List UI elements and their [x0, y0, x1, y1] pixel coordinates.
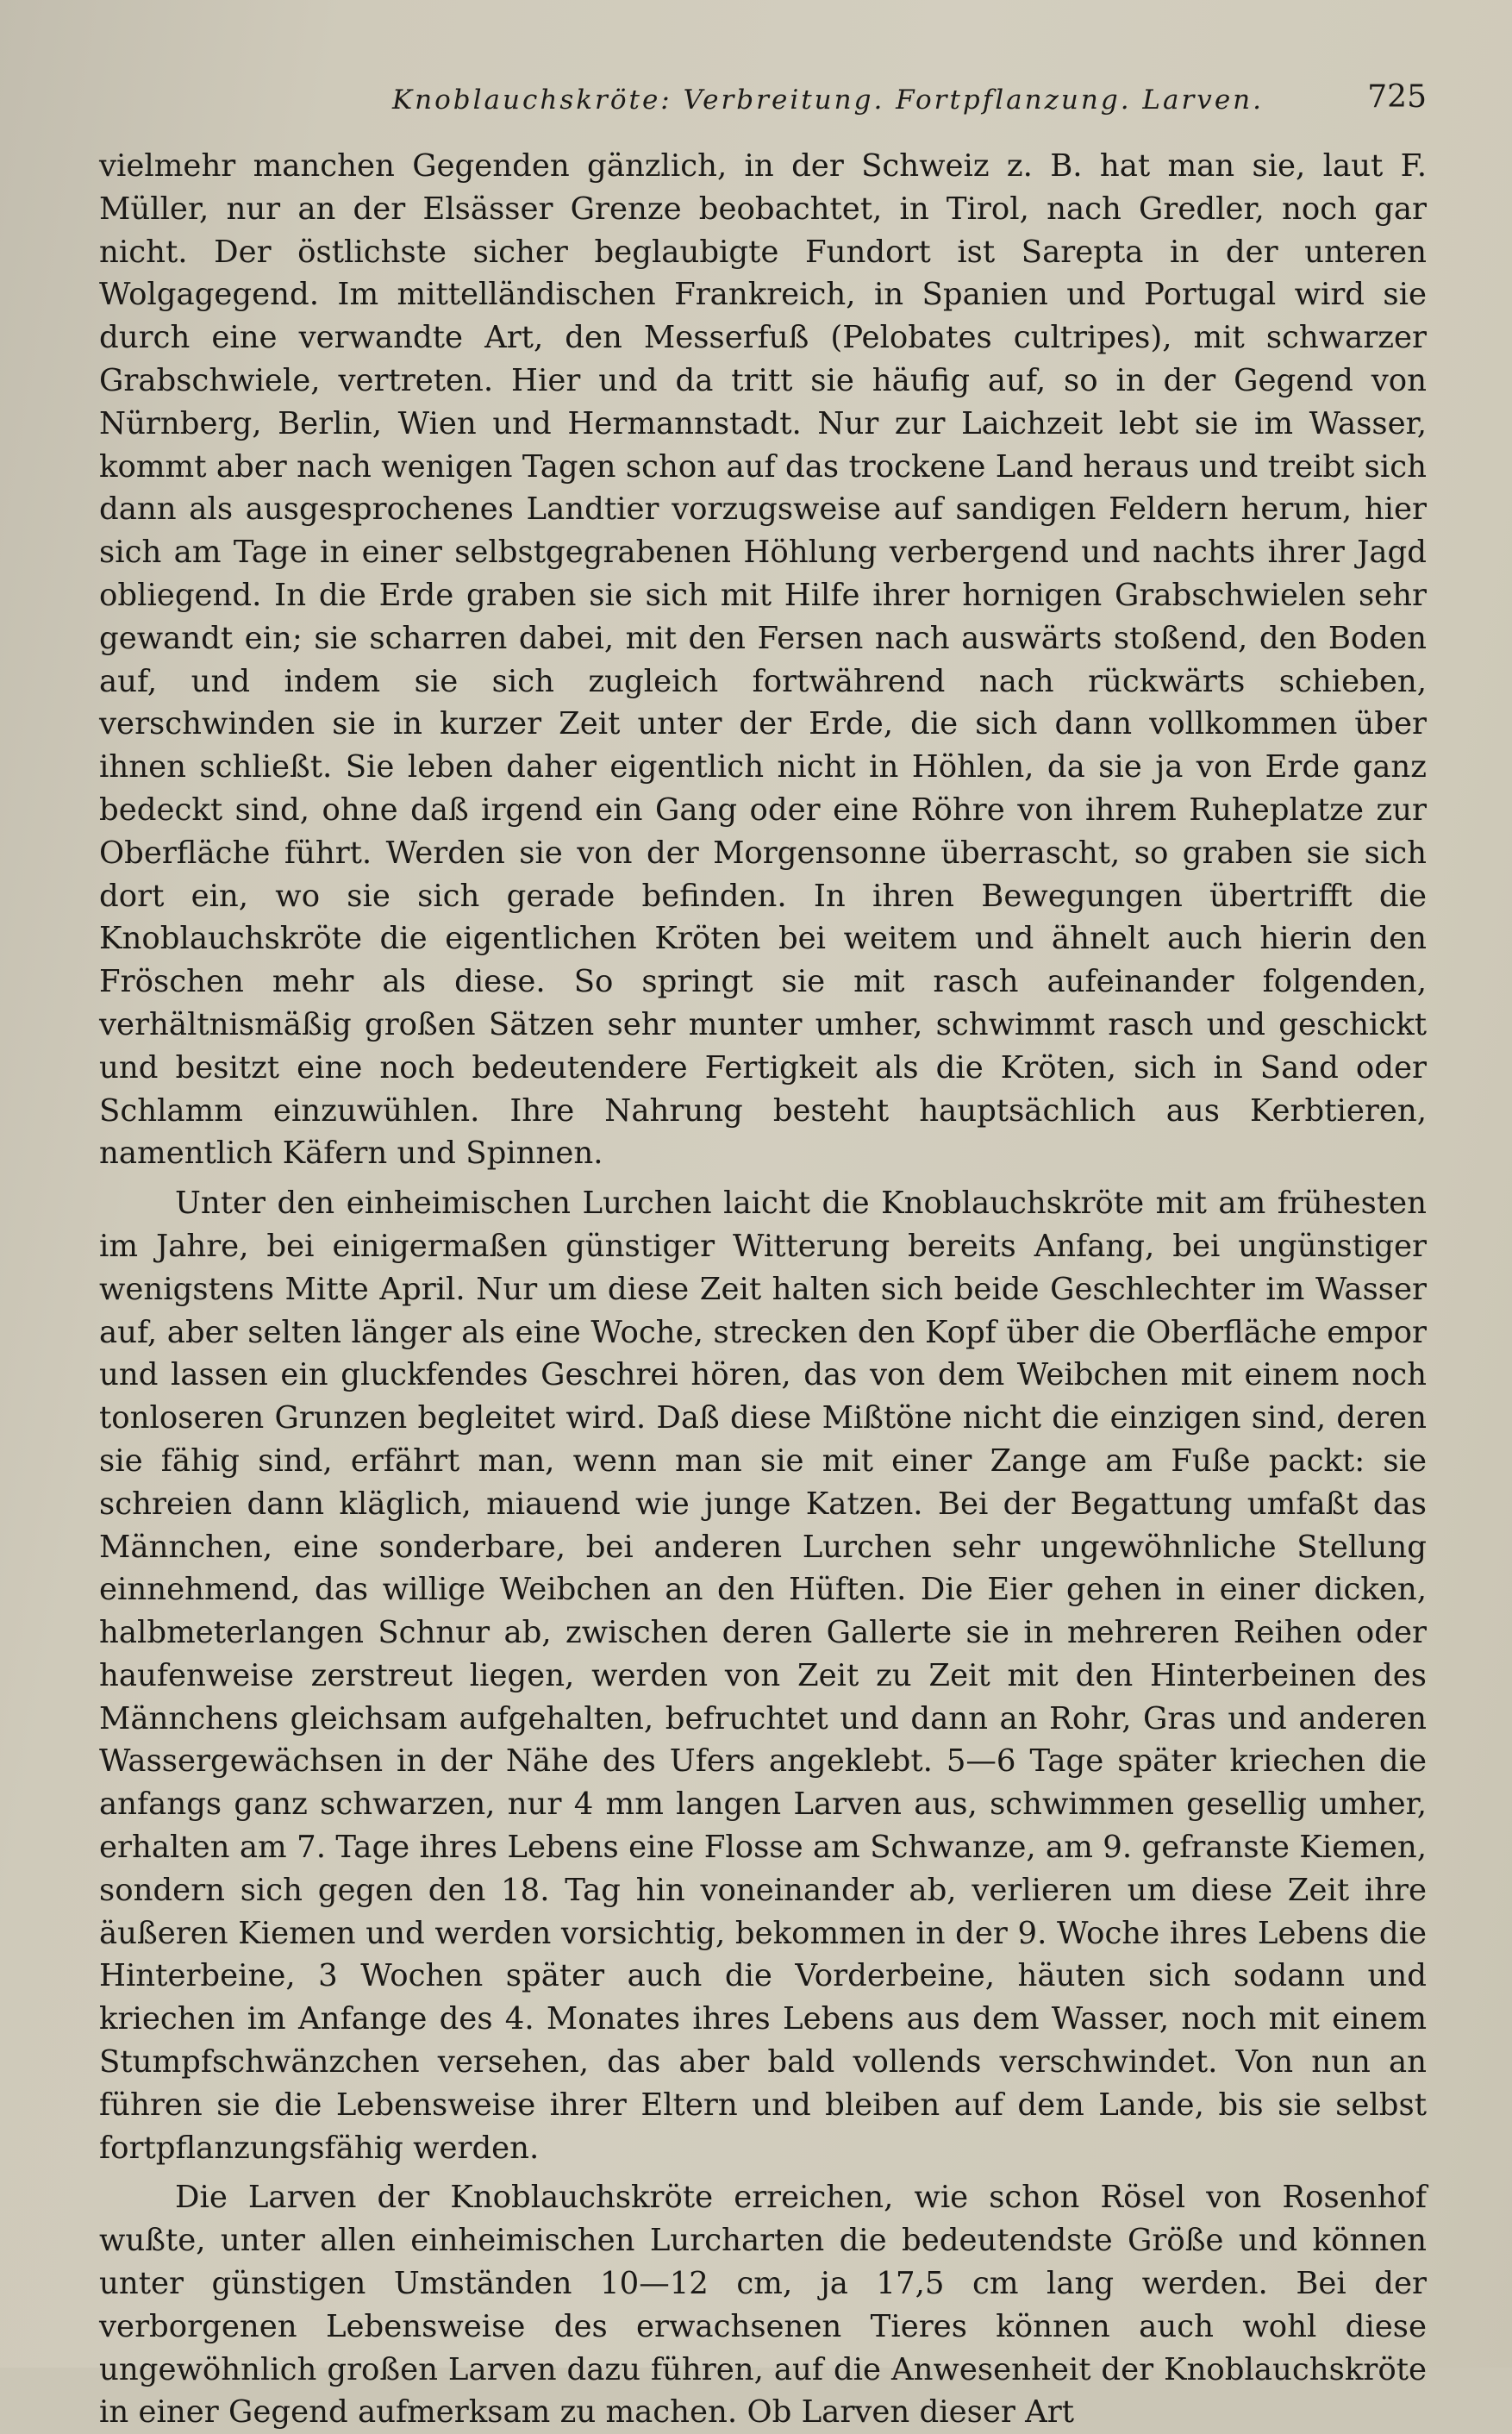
page-number: 725 [1367, 79, 1427, 115]
paragraph-continuation: vielmehr manchen Gegenden gänzlich, in der Schweiz z. B. hat man sie, laut F. Müller, nur an der Elsässer Grenze beobachtet, in Tirol, nach Gredler, noch gar nicht. Der östlichste sicher beglaubigte Fundort ist Sarepta in der unteren Wolgagegend. Im mittelländischen Frankreich, in Spanien und Portugal wird sie durch eine verwandte Art, den Messerfuß (Pelobates cultripes), mit schwarzer Grabschwiele, vertreten. Hier und da tritt sie häufig auf, so in der Gegend von Nürnberg, Berlin, Wien und Hermannstadt. Nur zur Laichzeit lebt sie im Wasser, kommt aber nach wenigen Tagen schon auf das trockene Land heraus und treibt sich dann als ausgesprochenes Landtier vorzugsweise auf sandigen Feldern herum, hier sich am Tage in einer selbstgegrabenen Höhlung verbergend und nachts ihrer Jagd obliegend. In die Erde graben sie sich mit Hilfe ihrer hornigen Grabschwielen sehr gewandt ein; sie scharren dabei, mit den Fersen nach auswärts stoßend, den Boden auf, und indem sie sich zugleich fortwährend nach rückwärts schieben, verschwinden sie in kurzer Zeit unter der Erde, die sich dann vollkommen über ihnen schließt. Sie leben daher eigentlich nicht in Höhlen, da sie ja von Erde ganz bedeckt sind, ohne daß irgend ein Gang oder eine Röhre von ihrem Ruheplatze zur Oberfläche führt. Werden sie von der Morgensonne überrascht, so graben sie sich dort ein, wo sie sich gerade befinden. In ihren Bewegungen übertrifft die Knoblauchskröte die eigentlichen Kröten bei weitem und ähnelt auch hierin den Fröschen mehr als diese. So springt sie mit rasch aufeinander folgenden, verhältnismäßig großen Sätzen sehr munter umher, schwimmt rasch und geschickt und besitzt eine noch bedeutendere Fertigkeit als die Kröten, sich in Sand oder Schlamm einzuwühlen. Ihre Nahrung besteht hauptsächlich aus Kerbtieren, namentlich Käfern und Spinnen. [99, 148, 1427, 1172]
running-header [99, 79, 1427, 128]
body-text [99, 145, 1427, 2434]
paragraph-spawning: Unter den einheimischen Lurchen laicht die Knoblauchskröte mit am frühesten im Jahre, bei einigermaßen günstiger Witterung bereits Anfang, bei ungünstiger wenigstens Mitte April. Nur um diese Zeit halten sich beide Geschlechter im Wasser auf, aber selten länger als eine Woche, strecken den Kopf über die Oberfläche empor und lassen ein gluckfendes Geschrei hören, das von dem Weibchen mit einem noch tonloseren Grunzen begleitet wird. Daß diese Mißtöne nicht die einzigen sind, deren sie fähig sind, erfährt man, wenn man sie mit einer Zange am Fuße packt: sie schreien dann kläglich, miauend wie junge Katzen. Bei der Begattung umfaßt das Männchen, eine sonderbare, bei anderen Lurchen sehr ungewöhnliche Stellung einnehmend, das willige Weibchen an den Hüften. Die Eier gehen in einer dicken, halbmeterlangen Schnur ab, zwischen deren Gallerte sie in mehreren Reihen oder haufenweise zerstreut liegen, werden von Zeit zu Zeit mit den Hinterbeinen des Männchens gleichsam aufgehalten, befruchtet und dann an Rohr, Gras und anderen Wassergewächsen in der Nähe des Ufers angeklebt. 5—6 Tage später kriechen die anfangs ganz schwarzen, nur 4 mm langen Larven aus, schwimmen gesellig umher, erhalten am 7. Tage ihres Lebens eine Flosse am Schwanze, am 9. gefranste Kiemen, sondern sich gegen den 18. Tag hin voneinander ab, verlieren um diese Zeit ihre äußeren Kiemen und werden vorsichtig, bekommen in der 9. Woche ihres Lebens die Hinterbeine, 3 Wochen später auch die Vorderbeine, häuten sich sodann und kriechen im Anfange des 4. Monates ihres Lebens aus dem Wasser, noch mit einem Stumpfschwänzchen versehen, das aber bald vollends verschwindet. Von nun an führen sie die Lebensweise ihrer Eltern und bleiben auf dem Lande, bis sie selbst fortpflanzungsfähig werden. [99, 1186, 1427, 2166]
running-title: Knoblauchskröte: Verbreitung. Fortpflanzung. Larven. [392, 84, 1264, 116]
paragraph-larvae: Die Larven der Knoblauchskröte erreichen, wie schon Rösel von Rosenhof wußte, unter allen einheimischen Lurcharten die bedeutendste Größe und können unter günstigen Umständen 10—12 cm, ja 17,5 cm lang werden. Bei der verborgenen Lebensweise des erwachsenen Tieres können auch wohl diese ungewöhnlich großen Larven dazu führen, auf die Anwesenheit der Knoblauchskröte in einer Gegend aufmerksam zu machen. Ob Larven dieser Art [99, 2180, 1427, 2431]
